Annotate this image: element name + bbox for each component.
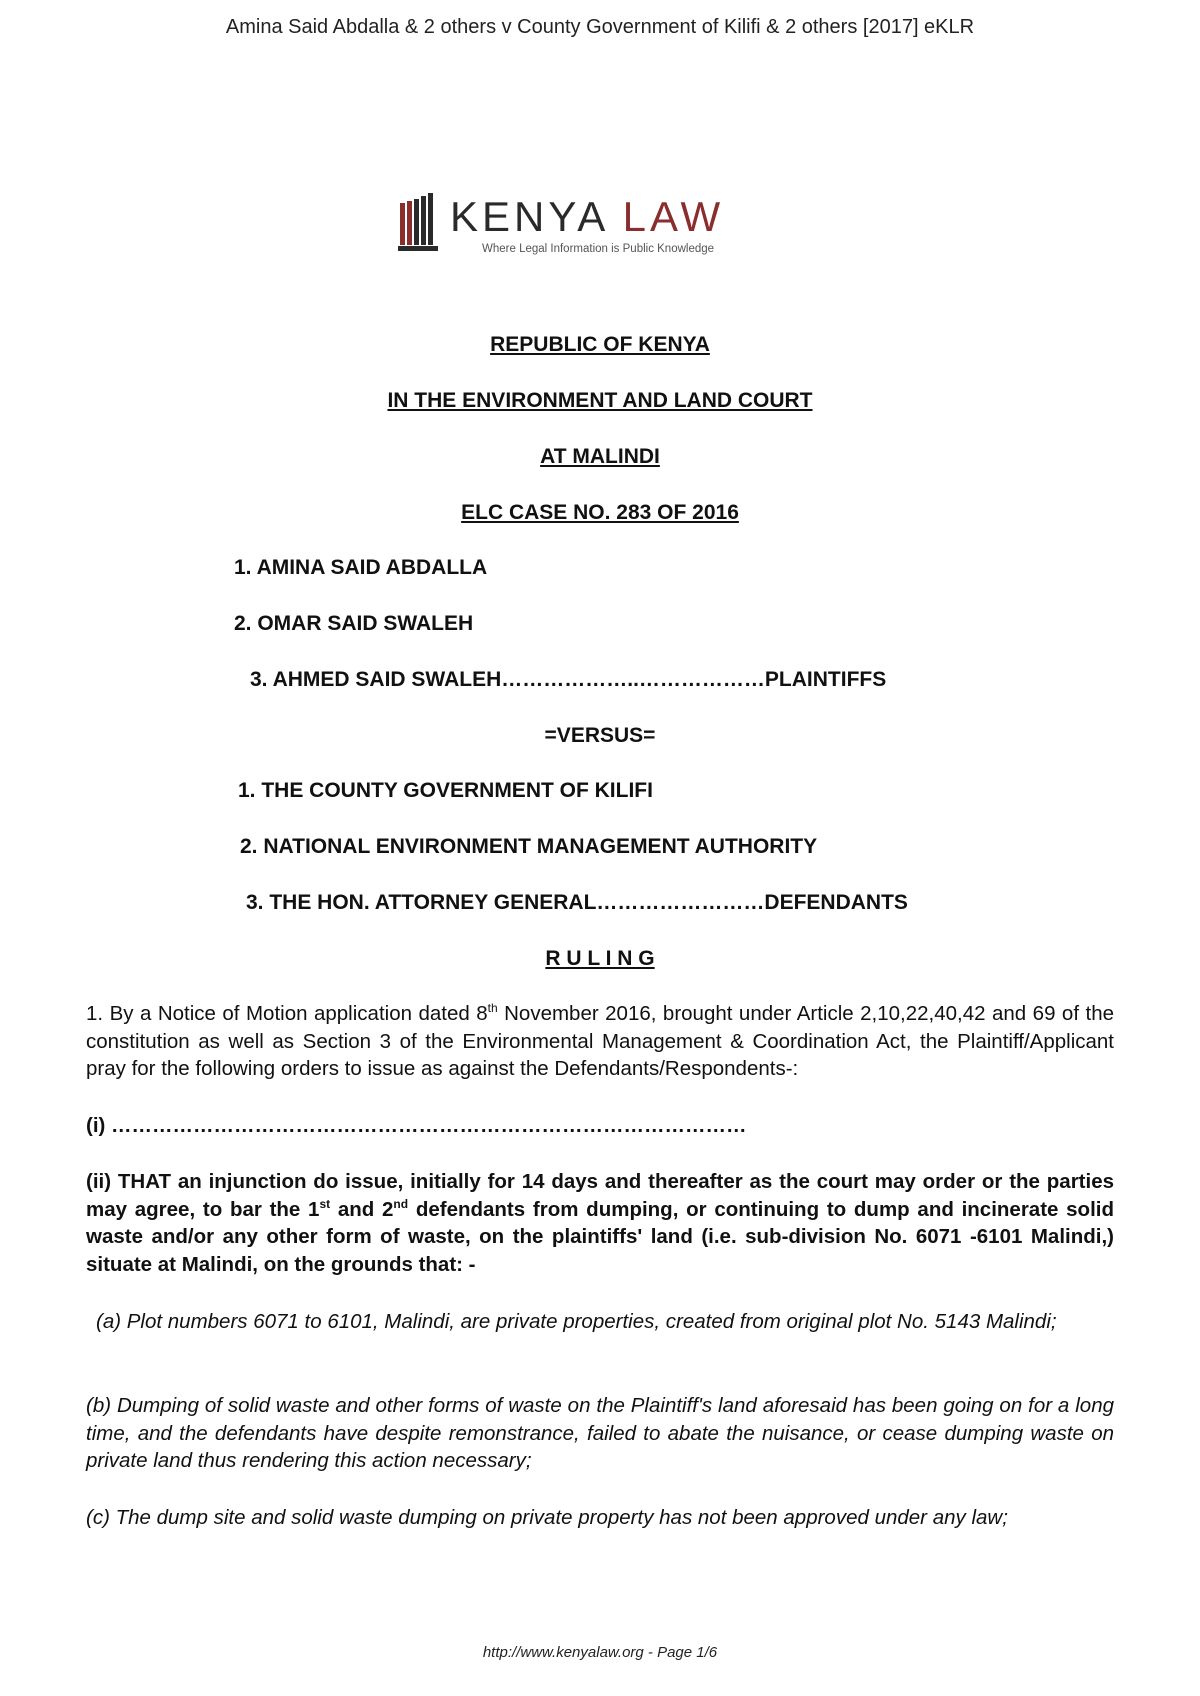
versus-label: =VERSUS= xyxy=(544,724,656,747)
plaintiff-3: 3. AHMED SAID SWALEH………………..………………PLAINTIFFS xyxy=(250,668,887,691)
order-ii-text-c: defendants from dumping, or continuing to dump and incinerate solid waste and/or any other form of waste, on the plaintiffs' land (i.e. sub-division No. 6071 -6101 Malindi,) situate at Malindi, on the grounds that: - xyxy=(86,1197,1114,1276)
paragraph-1-sup: th xyxy=(487,1001,498,1016)
plaintiff-1: 1. AMINA SAID ABDALLA xyxy=(234,556,488,579)
order-ii-text-a: (ii) THAT an injunction do issue, initially for 14 days and thereafter as the court may order or the parties may agree, to bar the 1 xyxy=(86,1170,1114,1221)
logo-wordmark xyxy=(450,195,724,239)
ruling-title: R U L I N G xyxy=(545,947,655,970)
ground-a: (a) Plot numbers 6071 to 6101, Malindi, are private properties, created from original plot No. 5143 Malindi; xyxy=(96,1310,1057,1333)
ground-c: (c) The dump site and solid waste dumping on private property has not been approved under any law; xyxy=(86,1506,1008,1529)
case-number-heading: ELC CASE NO. 283 OF 2016 xyxy=(461,501,739,524)
order-i: (i) ………………………………………………………………………………… xyxy=(86,1114,747,1137)
paragraph-1-text-a: 1. By a Notice of Motion application dated 8 xyxy=(86,1002,488,1025)
location-heading: AT MALINDI xyxy=(540,445,660,468)
page-footer: http://www.kenyalaw.org - Page 1/6 xyxy=(482,1644,718,1661)
paragraph-1 xyxy=(86,1000,1114,1083)
pillars-icon xyxy=(398,193,444,255)
document-header-title: Amina Said Abdalla & 2 others v County Government of Kilifi & 2 others [2017] eKLR xyxy=(225,16,975,38)
paragraph-1-text-b: November 2016, brought under Article 2,10,22,40,42 and 69 of the constitution as well as Section 3 of the Environmental Management & Coordination Act, the Plaintiff/Applicant pray for the following orders to issue as against the Defendants/Respondents-: xyxy=(86,1002,1115,1080)
ground-b: (b) Dumping of solid waste and other forms of waste on the Plaintiff's land aforesaid has been going on for a long time, and the defendants have despite remonstrance, failed to abate the nuisance, or cease dumping waste on private land thus rendering this action necessary; xyxy=(86,1394,1114,1472)
logo-word-law: LAW xyxy=(622,193,725,240)
order-ii-sup-2: nd xyxy=(393,1196,409,1211)
order-ii xyxy=(86,1168,1114,1278)
order-ii-text-b: and 2 xyxy=(330,1197,394,1221)
defendant-3: 3. THE HON. ATTORNEY GENERAL……………………DEFENDANTS xyxy=(246,891,908,914)
plaintiff-2: 2. OMAR SAID SWALEH xyxy=(234,612,474,635)
kenya-law-logo xyxy=(398,193,738,263)
defendant-2: 2. NATIONAL ENVIRONMENT MANAGEMENT AUTHORITY xyxy=(240,835,818,858)
order-ii-sup-1: st xyxy=(319,1196,331,1211)
court-heading: IN THE ENVIRONMENT AND LAND COURT xyxy=(387,389,813,412)
republic-heading: REPUBLIC OF KENYA xyxy=(490,333,710,356)
logo-tagline: Where Legal Information is Public Knowledge xyxy=(482,243,715,255)
logo-word-kenya: KENYA xyxy=(450,193,607,240)
defendant-1: 1. THE COUNTY GOVERNMENT OF KILIFI xyxy=(238,779,653,802)
